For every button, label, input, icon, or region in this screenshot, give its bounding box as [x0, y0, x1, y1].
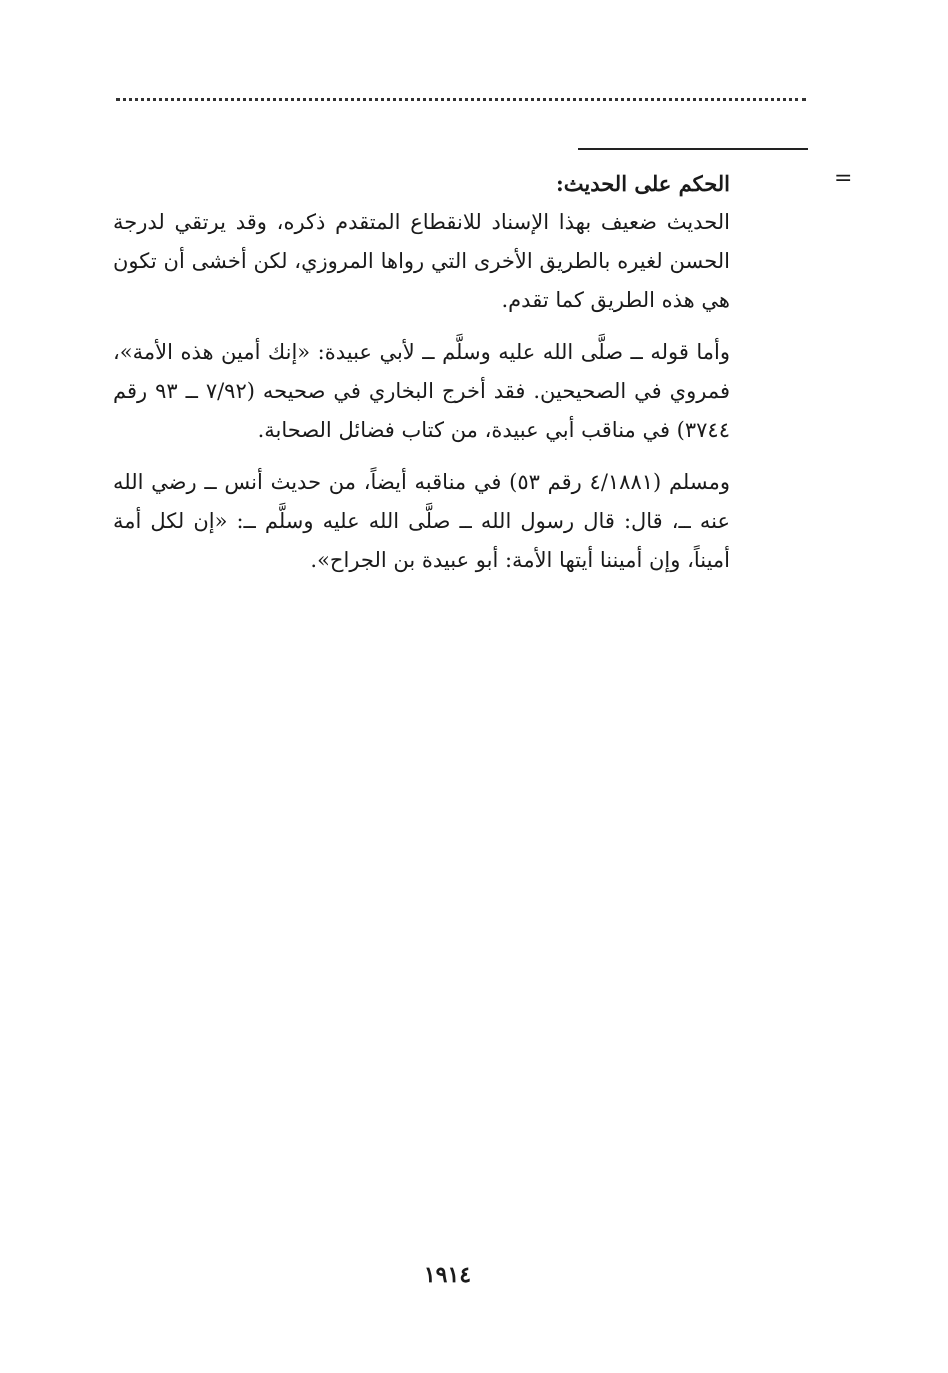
- section-heading: الحكم على الحديث:: [556, 171, 730, 196]
- continuation-mark: =: [834, 166, 853, 191]
- footnote-rule: [578, 148, 808, 150]
- paragraph-bukhari: وأما قوله ــ صلَّى الله عليه وسلَّم ــ لأبي عبيدة: «إنك أمين هذه الأمة»، فمروي في الصحيحين. فقد أخرج البخاري في صحيحه (٧/٩٢ ــ ٩٣ رقم ٣٧٤٤) في مناقب أبي عبيدة، من كتاب فضائل الصحابة.: [113, 340, 730, 442]
- dotted-separator: [116, 98, 806, 101]
- footnote-text: [113, 164, 730, 593]
- page-number: ١٩١٤: [423, 1262, 472, 1288]
- paragraph-ruling: الحديث ضعيف بهذا الإسناد للانقطاع المتقدم ذكره، وقد يرتقي لدرجة الحسن لغيره بالطريق الأخرى التي رواها المروزي، لكن أخشى أن تكون هي هذه الطريق كما تقدم.: [113, 210, 730, 312]
- paragraph-muslim: ومسلم (٤/١٨٨١ رقم ٥٣) في مناقبه أيضاً، من حديث أنس ــ رضي الله عنه ــ، قال: قال رسول الله ــ صلَّى الله عليه وسلَّم ــ: «إن لكل أمة أميناً، وإن أميننا أيتها الأمة: أبو عبيدة بن الجراح».: [113, 470, 731, 572]
